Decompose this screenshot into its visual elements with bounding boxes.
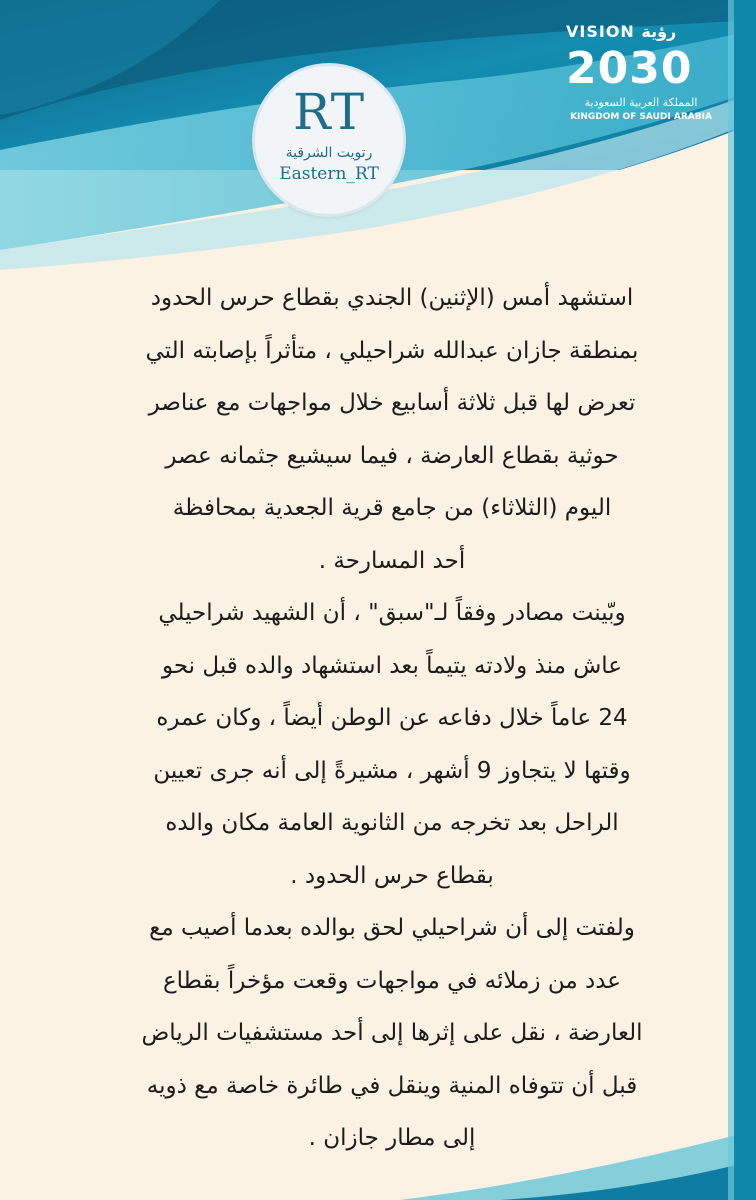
vision-2030-logo [566, 18, 716, 128]
logo-handle: Eastern_RT [279, 164, 379, 184]
article-line: اليوم (الثلاثاء) من جامع قرية الجعدية بمحافظة [172, 495, 612, 521]
vision-title: VISION رؤية [566, 22, 677, 41]
logo-arabic-name: رتويت الشرقية [285, 145, 373, 161]
right-edge-bar [734, 0, 756, 1200]
rt-logo [255, 66, 403, 214]
article-line: استشهد أمس (الإثنين) الجندي بقطاع حرس الحدود [150, 285, 634, 311]
article-line: عدد من زملائه في مواجهات وقعت مؤخراً بقطاع [162, 967, 622, 994]
vision-year: 2030 [566, 43, 693, 94]
vision-arabic-text: المملكة العربية السعودية [584, 96, 698, 109]
logo-mark: RT [292, 83, 366, 141]
article-line: بمنطقة جازان عبدالله شراحيلي ، متأثراً بإصابته التي [145, 337, 639, 364]
article-line: العارضة ، نقل على إثرها إلى أحد مستشفيات الرياض [141, 1020, 643, 1046]
article-line: وقتها لا يتجاوز 9 أشهر ، مشيرةً إلى أنه جرى تعيين [153, 757, 631, 784]
article-line: ولفتت إلى أن شراحيلي لحق بوالده بعدما أصيب مع [149, 915, 635, 941]
article-line: بقطاع حرس الحدود . [290, 862, 494, 889]
article-line: قبل أن تتوفاه المنية وينقل في طائرة خاصة مع ذويه [146, 1072, 638, 1099]
article-line: وبّينت مصادر وفقاً لـ"سبق" ، أن الشهيد شراحيلي [158, 600, 626, 626]
article-body [56, 272, 728, 1165]
article-line: 24 عاماً خلال دفاعه عن الوطن أيضاً ، وكان عمره [156, 705, 628, 731]
article-line: أحد المسارحة . [318, 547, 466, 574]
article-line: حوثية بقطاع العارضة ، فيما سيشيع جثمانه عصر [165, 442, 619, 469]
article-line: تعرض لها قبل ثلاثة أسابيع خلال مواجهات مع عناصر [148, 390, 636, 416]
article-line: الراحل بعد تخرجه من الثانوية العامة مكان والده [165, 810, 619, 836]
vision-english-text: KINGDOM OF SAUDI ARABIA [570, 112, 712, 122]
article-line: عاش منذ ولادته يتيماً بعد استشهاد والده قبل نحو [161, 652, 623, 679]
article-line: إلى مطار جازان . [308, 1125, 476, 1151]
